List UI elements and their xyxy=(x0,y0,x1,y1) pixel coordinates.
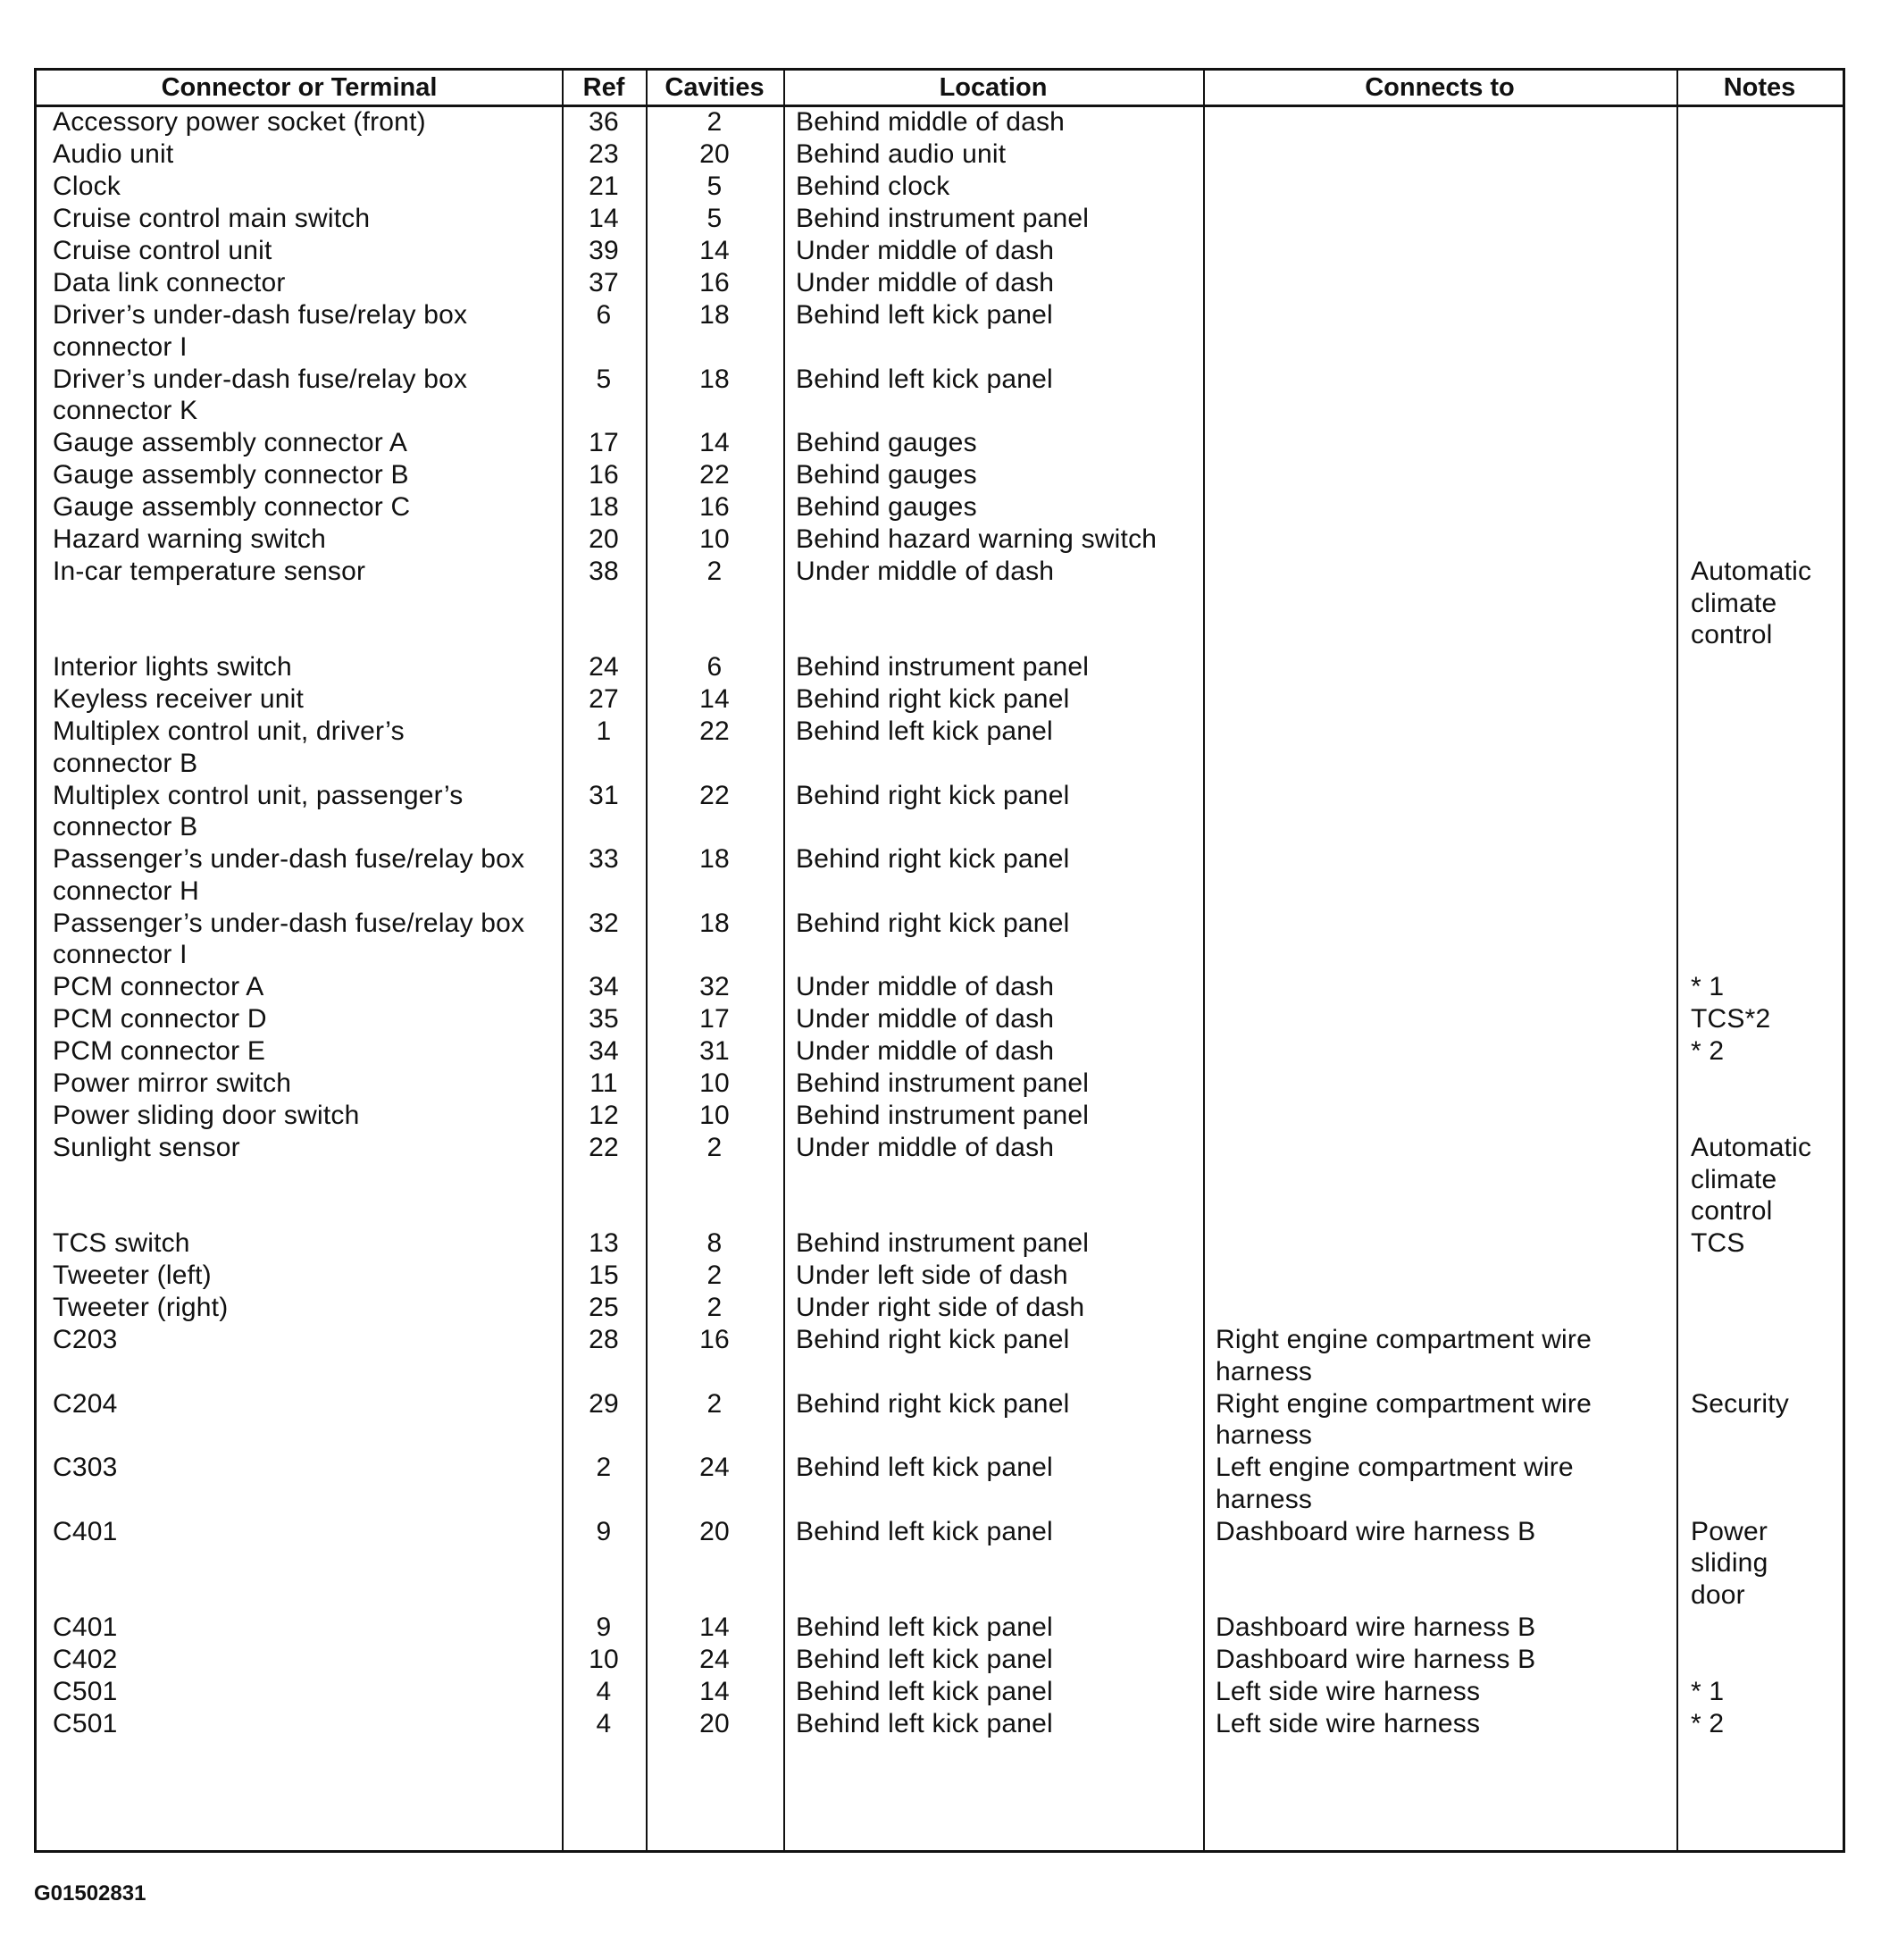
ref-cell: 32 xyxy=(589,908,619,938)
location-cell: Behind left kick panel xyxy=(796,1676,1053,1706)
ref-cell: 14 xyxy=(589,204,619,233)
cavities-cell: 5 xyxy=(706,204,723,233)
cavities-cell: 2 xyxy=(706,107,723,137)
location-cell: Behind right kick panel xyxy=(796,844,1070,874)
location-cell: Behind right kick panel xyxy=(796,780,1070,810)
connector-cell: TCS switch xyxy=(53,1228,190,1258)
location-cell: Under middle of dash xyxy=(796,1036,1055,1066)
cavities-cell: 5 xyxy=(706,172,723,201)
cavities-cell: 14 xyxy=(699,684,730,714)
ref-cell: 11 xyxy=(589,1068,618,1098)
cavities-cell: 16 xyxy=(699,492,730,522)
ref-cell: 29 xyxy=(589,1388,619,1419)
cavities-cell: 10 xyxy=(699,524,730,554)
connector-cell: Driver’s under-dash fuse/relay box xyxy=(53,364,468,394)
notes-cell: TCS*2 xyxy=(1691,1004,1771,1034)
ref-cell: 18 xyxy=(589,492,619,522)
connector-cell: connector I xyxy=(53,940,188,969)
location-cell: Under left side of dash xyxy=(796,1261,1068,1290)
ref-cell: 25 xyxy=(589,1293,619,1322)
location-cell: Behind hazard warning switch xyxy=(796,524,1158,554)
notes-cell: sliding xyxy=(1691,1548,1768,1578)
connector-cell: C204 xyxy=(53,1388,118,1419)
location-cell: Behind instrument panel xyxy=(796,1068,1090,1098)
location-cell: Behind left kick panel xyxy=(796,716,1053,746)
location-cell: Under middle of dash xyxy=(796,1133,1055,1162)
notes-cell: control xyxy=(1691,1196,1773,1226)
header-ref: Ref xyxy=(582,73,625,102)
connector-cell: Tweeter (left) xyxy=(53,1261,212,1290)
connector-cell: Accessory power socket (front) xyxy=(53,107,426,137)
cavities-cell: 18 xyxy=(699,844,730,874)
cavities-cell: 14 xyxy=(699,1676,730,1706)
ref-cell: 21 xyxy=(589,172,619,201)
cavities-cell: 22 xyxy=(699,716,730,746)
cavities-cell: 2 xyxy=(706,1388,723,1419)
location-cell: Under middle of dash xyxy=(796,236,1055,265)
connector-cell: Multiplex control unit, passenger’s xyxy=(53,780,464,810)
cavities-cell: 10 xyxy=(699,1101,730,1130)
connects-to-cell: Left engine compartment wire xyxy=(1216,1453,1574,1482)
cavities-cell: 18 xyxy=(699,300,730,330)
connector-cell: Multiplex control unit, driver’s xyxy=(53,716,405,746)
location-cell: Under middle of dash xyxy=(796,1004,1055,1034)
connects-to-cell: Right engine compartment wire xyxy=(1216,1388,1592,1419)
location-cell: Behind left kick panel xyxy=(796,1516,1053,1546)
cavities-cell: 18 xyxy=(699,364,730,394)
column-divider xyxy=(783,71,785,1850)
notes-cell: * 2 xyxy=(1691,1708,1725,1738)
header-notes: Notes xyxy=(1723,73,1796,102)
connector-cell: Data link connector xyxy=(53,268,286,297)
ref-cell: 27 xyxy=(589,684,619,714)
connector-cell: Power mirror switch xyxy=(53,1068,292,1098)
connector-cell: Interior lights switch xyxy=(53,652,292,682)
notes-cell: climate xyxy=(1691,588,1777,618)
header-connects-to: Connects to xyxy=(1365,73,1515,102)
connector-cell: Keyless receiver unit xyxy=(53,684,304,714)
connects-to-cell: harness xyxy=(1216,1356,1313,1386)
ref-cell: 2 xyxy=(596,1453,612,1482)
location-cell: Under right side of dash xyxy=(796,1293,1085,1322)
ref-cell: 37 xyxy=(589,268,619,297)
location-cell: Behind gauges xyxy=(796,460,977,490)
connector-cell: C401 xyxy=(53,1612,118,1642)
cavities-cell: 14 xyxy=(699,236,730,265)
ref-cell: 36 xyxy=(589,107,619,137)
connector-cell: C203 xyxy=(53,1325,118,1354)
cavities-cell: 24 xyxy=(699,1644,730,1674)
connector-cell: C401 xyxy=(53,1516,118,1546)
connector-cell: PCM connector A xyxy=(53,972,264,1001)
notes-cell: Power xyxy=(1691,1516,1768,1546)
connector-cell: Gauge assembly connector A xyxy=(53,428,408,457)
connector-cell: C501 xyxy=(53,1676,118,1706)
location-cell: Behind gauges xyxy=(796,428,977,457)
cavities-cell: 20 xyxy=(699,139,730,169)
notes-cell: Automatic xyxy=(1691,1133,1812,1162)
connector-cell: Clock xyxy=(53,172,121,201)
notes-cell: * 2 xyxy=(1691,1036,1725,1066)
location-cell: Behind clock xyxy=(796,172,950,201)
column-divider xyxy=(1676,71,1678,1850)
connector-cell: connector I xyxy=(53,331,188,362)
cavities-cell: 14 xyxy=(699,1612,730,1642)
ref-cell: 22 xyxy=(589,1133,619,1162)
ref-cell: 15 xyxy=(589,1261,619,1290)
cavities-cell: 24 xyxy=(699,1453,730,1482)
connects-to-cell: Left side wire harness xyxy=(1216,1676,1481,1706)
connector-cell: PCM connector D xyxy=(53,1004,267,1034)
ref-cell: 5 xyxy=(596,364,612,394)
notes-cell: climate xyxy=(1691,1164,1777,1194)
location-cell: Behind instrument panel xyxy=(796,204,1090,233)
ref-cell: 4 xyxy=(596,1708,612,1738)
connector-cell: Gauge assembly connector B xyxy=(53,460,409,490)
location-cell: Behind instrument panel xyxy=(796,652,1090,682)
ref-cell: 1 xyxy=(596,716,612,746)
location-cell: Behind instrument panel xyxy=(796,1228,1090,1258)
ref-cell: 4 xyxy=(596,1676,612,1706)
ref-cell: 23 xyxy=(589,139,619,169)
location-cell: Behind gauges xyxy=(796,492,977,522)
connector-cell: Hazard warning switch xyxy=(53,524,326,554)
connector-cell: C303 xyxy=(53,1453,118,1482)
cavities-cell: 8 xyxy=(706,1228,723,1258)
connector-cell: Audio unit xyxy=(53,139,174,169)
connector-cell: connector K xyxy=(53,396,198,425)
location-cell: Behind right kick panel xyxy=(796,684,1070,714)
connector-cell: connector H xyxy=(53,875,199,906)
figure-code: G01502831 xyxy=(34,1881,146,1906)
column-divider xyxy=(1203,71,1205,1850)
location-cell: Under middle of dash xyxy=(796,972,1055,1001)
cavities-cell: 31 xyxy=(699,1036,730,1066)
ref-cell: 16 xyxy=(589,460,619,490)
notes-cell: * 1 xyxy=(1691,972,1725,1001)
ref-cell: 31 xyxy=(589,780,619,810)
connector-cell: C501 xyxy=(53,1708,118,1738)
connects-to-cell: Dashboard wire harness B xyxy=(1216,1516,1536,1546)
connector-cell: PCM connector E xyxy=(53,1036,266,1066)
notes-cell: TCS xyxy=(1691,1228,1745,1258)
notes-cell: Security xyxy=(1691,1388,1789,1419)
cavities-cell: 2 xyxy=(706,1261,723,1290)
notes-cell: control xyxy=(1691,620,1773,649)
connector-table xyxy=(34,68,1845,1853)
notes-cell: door xyxy=(1691,1579,1745,1610)
connector-cell: Driver’s under-dash fuse/relay box xyxy=(53,300,468,330)
notes-cell: * 1 xyxy=(1691,1676,1725,1706)
notes-cell: Automatic xyxy=(1691,557,1812,586)
cavities-cell: 2 xyxy=(706,1293,723,1322)
cavities-cell: 2 xyxy=(706,557,723,586)
column-divider xyxy=(646,71,648,1850)
connector-cell: connector B xyxy=(53,812,198,842)
connector-cell: Tweeter (right) xyxy=(53,1293,229,1322)
cavities-cell: 20 xyxy=(699,1708,730,1738)
cavities-cell: 22 xyxy=(699,780,730,810)
connects-to-cell: harness xyxy=(1216,1484,1313,1514)
location-cell: Under middle of dash xyxy=(796,557,1055,586)
location-cell: Under middle of dash xyxy=(796,268,1055,297)
ref-cell: 28 xyxy=(589,1325,619,1354)
location-cell: Behind left kick panel xyxy=(796,1644,1053,1674)
connects-to-cell: harness xyxy=(1216,1420,1313,1450)
connector-cell: Passenger’s under-dash fuse/relay box xyxy=(53,908,525,938)
connects-to-cell: Left side wire harness xyxy=(1216,1708,1481,1738)
ref-cell: 12 xyxy=(589,1101,619,1130)
connector-cell: connector B xyxy=(53,748,198,778)
location-cell: Behind left kick panel xyxy=(796,1708,1053,1738)
ref-cell: 35 xyxy=(589,1004,619,1034)
ref-cell: 17 xyxy=(589,428,619,457)
cavities-cell: 32 xyxy=(699,972,730,1001)
ref-cell: 20 xyxy=(589,524,619,554)
connector-cell: Passenger’s under-dash fuse/relay box xyxy=(53,844,525,874)
cavities-cell: 22 xyxy=(699,460,730,490)
location-cell: Behind left kick panel xyxy=(796,300,1053,330)
cavities-cell: 10 xyxy=(699,1068,730,1098)
ref-cell: 6 xyxy=(596,300,612,330)
ref-cell: 9 xyxy=(596,1612,612,1642)
ref-cell: 34 xyxy=(589,1036,619,1066)
ref-cell: 9 xyxy=(596,1516,612,1546)
connector-cell: C402 xyxy=(53,1644,118,1674)
location-cell: Behind left kick panel xyxy=(796,1612,1053,1642)
location-cell: Behind right kick panel xyxy=(796,1388,1070,1419)
ref-cell: 13 xyxy=(589,1228,619,1258)
connects-to-cell: Right engine compartment wire xyxy=(1216,1325,1592,1354)
cavities-cell: 14 xyxy=(699,428,730,457)
connector-cell: Cruise control unit xyxy=(53,236,272,265)
connector-cell: In-car temperature sensor xyxy=(53,557,366,586)
ref-cell: 39 xyxy=(589,236,619,265)
ref-cell: 38 xyxy=(589,557,619,586)
cavities-cell: 16 xyxy=(699,268,730,297)
header-cavities: Cavities xyxy=(665,73,765,102)
location-cell: Behind right kick panel xyxy=(796,1325,1070,1354)
ref-cell: 10 xyxy=(589,1644,619,1674)
connector-cell: Gauge assembly connector C xyxy=(53,492,411,522)
connects-to-cell: Dashboard wire harness B xyxy=(1216,1612,1536,1642)
cavities-cell: 16 xyxy=(699,1325,730,1354)
ref-cell: 24 xyxy=(589,652,619,682)
cavities-cell: 17 xyxy=(699,1004,730,1034)
location-cell: Behind left kick panel xyxy=(796,1453,1053,1482)
cavities-cell: 2 xyxy=(706,1133,723,1162)
location-cell: Behind right kick panel xyxy=(796,908,1070,938)
location-cell: Behind left kick panel xyxy=(796,364,1053,394)
location-cell: Behind instrument panel xyxy=(796,1101,1090,1130)
location-cell: Behind audio unit xyxy=(796,139,1007,169)
cavities-cell: 18 xyxy=(699,908,730,938)
header-location: Location xyxy=(939,73,1048,102)
connects-to-cell: Dashboard wire harness B xyxy=(1216,1644,1536,1674)
ref-cell: 33 xyxy=(589,844,619,874)
connector-cell: Cruise control main switch xyxy=(53,204,371,233)
location-cell: Behind middle of dash xyxy=(796,107,1066,137)
column-divider xyxy=(562,71,564,1850)
cavities-cell: 6 xyxy=(706,652,723,682)
header-connector: Connector or Terminal xyxy=(161,73,438,102)
cavities-cell: 20 xyxy=(699,1516,730,1546)
ref-cell: 34 xyxy=(589,972,619,1001)
connector-cell: Power sliding door switch xyxy=(53,1101,360,1130)
connector-cell: Sunlight sensor xyxy=(53,1133,240,1162)
